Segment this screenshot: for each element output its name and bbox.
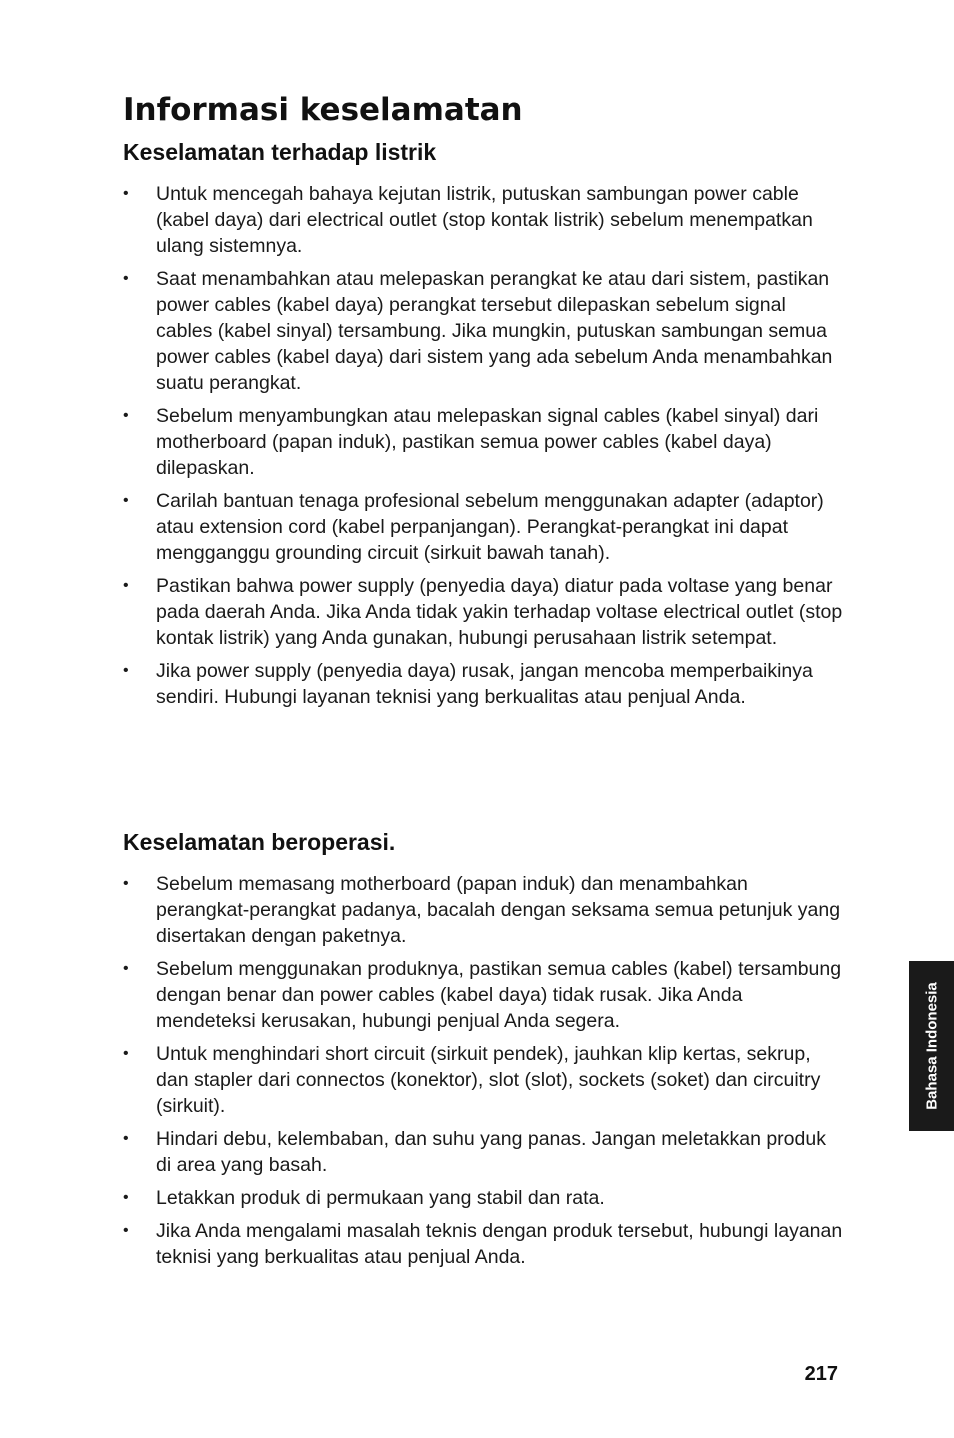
list-item-text: Untuk menghindari short circuit (sirkuit pendek), jauhkan klip kertas, sekrup, dan stapler dari connectos (konektor), slot (slot), sockets (soket) dan circuitry (sirkuit). bbox=[156, 1043, 821, 1117]
bullet-icon: • bbox=[123, 1130, 129, 1147]
list-item-text: Jika Anda mengalami masalah teknis dengan produk tersebut, hubungi layanan teknisi yang berkualitas atau penjual Anda. bbox=[156, 1220, 843, 1268]
list-item-text: Pastikan bahwa power supply (penyedia daya) diatur pada voltase yang benar pada daerah Anda. Jika Anda tidak yakin terhadap voltase electrical outlet (stop kontak listrik) yang Anda gunakan, hubungi perusahaan listrik setempat. bbox=[156, 575, 843, 649]
bullet-icon: • bbox=[123, 407, 129, 424]
list-item-text: Letakkan produk di permukaan yang stabil dan rata. bbox=[156, 1187, 605, 1209]
list-item-text: Sebelum memasang motherboard (papan induk) dan menambahkan perangkat-perangkat padanya, bacalah dengan seksama semua petunjuk yang disertakan dengan paketnya. bbox=[156, 873, 841, 947]
list-item bbox=[123, 488, 843, 566]
list-item-text: Saat menambahkan atau melepaskan perangkat ke atau dari sistem, pastikan power cables (kabel daya) perangkat tersebut dilepaskan sebelum signal cables (kabel sinyal) tersambung. Jika mungkin, putuskan sambungan semua power cables (kabel daya) dari sistem yang ada sebelum Anda menambahkan suatu perangkat. bbox=[156, 268, 833, 394]
list-item bbox=[123, 956, 843, 1034]
section-heading-operation-safety: Keselamatan beroperasi. bbox=[123, 829, 396, 855]
list-item bbox=[123, 658, 843, 710]
section-heading-electrical-safety: Keselamatan terhadap listrik bbox=[123, 139, 437, 165]
language-side-tab-label: Bahasa Indonesia bbox=[923, 982, 940, 1110]
language-side-tab bbox=[909, 961, 954, 1131]
bullet-icon: • bbox=[123, 270, 129, 287]
page-number: 217 bbox=[804, 1363, 838, 1385]
bullet-icon: • bbox=[123, 1045, 129, 1062]
list-item-text: Sebelum menyambungkan atau melepaskan signal cables (kabel sinyal) dari motherboard (papan induk), pastikan semua power cables (kabel daya) dilepaskan. bbox=[156, 405, 819, 479]
list-item bbox=[123, 181, 843, 259]
list-item-text: Carilah bantuan tenaga profesional sebelum menggunakan adapter (adaptor) atau extension cord (kabel perpanjangan). Perangkat-perangkat ini dapat mengganggu grounding circuit (sirkuit bawah tanah). bbox=[156, 490, 824, 564]
bullet-icon: • bbox=[123, 960, 129, 977]
operation-safety-list bbox=[123, 871, 843, 1277]
list-item bbox=[123, 1041, 843, 1119]
list-item bbox=[123, 266, 843, 396]
list-item-text: Sebelum menggunakan produknya, pastikan semua cables (kabel) tersambung dengan benar dan power cables (kabel daya) tidak rusak. Jika Anda mendeteksi kerusakan, hubungi penjual Anda segera. bbox=[156, 958, 842, 1032]
bullet-icon: • bbox=[123, 875, 129, 892]
list-item bbox=[123, 1218, 843, 1270]
list-item bbox=[123, 871, 843, 949]
electrical-safety-list bbox=[123, 181, 843, 717]
bullet-icon: • bbox=[123, 1222, 129, 1239]
list-item-text: Hindari debu, kelembaban, dan suhu yang panas. Jangan meletakkan produk di area yang basah. bbox=[156, 1128, 826, 1176]
bullet-icon: • bbox=[123, 577, 129, 594]
list-item-text: Jika power supply (penyedia daya) rusak, jangan mencoba memperbaikinya sendiri. Hubungi layanan teknisi yang berkualitas atau penjual Anda. bbox=[156, 660, 813, 708]
bullet-icon: • bbox=[123, 662, 129, 679]
page-title: Informasi keselamatan bbox=[123, 92, 523, 128]
list-item bbox=[123, 1126, 843, 1178]
list-item bbox=[123, 1185, 843, 1211]
list-item bbox=[123, 573, 843, 651]
bullet-icon: • bbox=[123, 492, 129, 509]
list-item-text: Untuk mencegah bahaya kejutan listrik, putuskan sambungan power cable (kabel daya) dari electrical outlet (stop kontak listrik) sebelum menempatkan ulang sistemnya. bbox=[156, 183, 813, 257]
bullet-icon: • bbox=[123, 185, 129, 202]
list-item bbox=[123, 403, 843, 481]
bullet-icon: • bbox=[123, 1189, 129, 1206]
